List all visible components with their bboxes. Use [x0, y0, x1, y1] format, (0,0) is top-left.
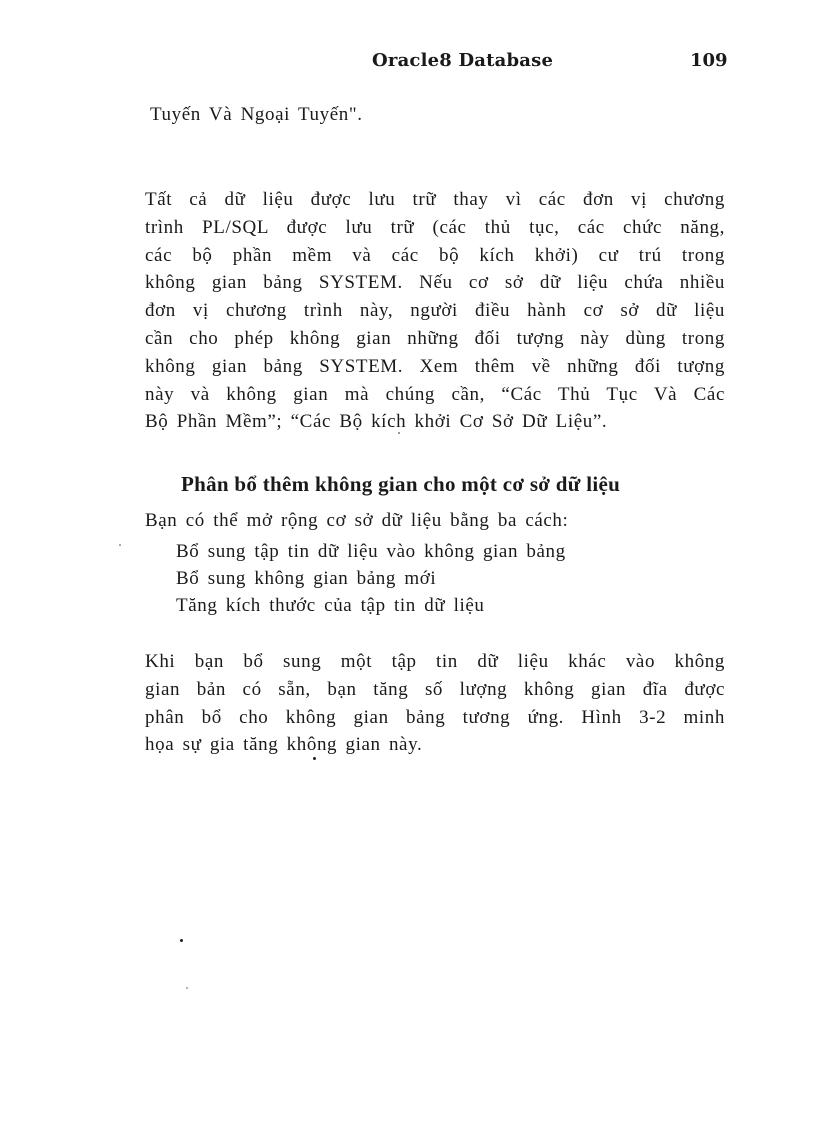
paragraph-line: phân bổ cho không gian bảng tương ứng. Hình 3-2 minh	[145, 706, 725, 728]
section-intro: Bạn có thể mở rộng cơ sở dữ liệu bằng ba cách:	[145, 510, 569, 531]
paragraph-line: Tất cả dữ liệu được lưu trữ thay vì các đơn vị chương	[145, 189, 725, 210]
expansion-methods-list	[176, 538, 566, 619]
paragraph-line: đơn vị chương trình này, người điều hành cơ sở dữ liệu	[145, 300, 725, 322]
section-heading: Phân bổ thêm không gian cho một cơ sở dữ liệu	[181, 472, 621, 496]
continuation-line: Tuyến Và Ngoại Tuyến".	[150, 104, 363, 125]
paragraph-line: không gian bảng SYSTEM. Xem thêm về những đối tượng	[145, 355, 725, 377]
paragraph-line: này và không gian mà chúng cần, “Các Thủ Tục Và Các	[145, 383, 725, 405]
paragraph-line: gian bản có sẵn, bạn tăng số lượng không gian đĩa được	[145, 678, 725, 700]
paragraph-add-datafile	[145, 648, 725, 759]
paragraph-line: không gian bảng SYSTEM. Nếu cơ sở dữ liệu chứa nhiều	[145, 272, 725, 294]
paragraph-line: họa sự gia tăng không gian này.	[145, 734, 423, 756]
paragraph-line: Bộ Phần Mềm”; “Các Bộ kích khởi Cơ Sở Dữ Liệu”.	[145, 411, 608, 433]
scan-speck	[313, 757, 316, 760]
running-header-title: Oracle8 Database	[372, 50, 554, 71]
paragraph-line: Khi bạn bổ sung một tập tin dữ liệu khác vào không	[145, 651, 725, 672]
paragraph-line: trình PL/SQL được lưu trữ (các thủ tục, các chức năng,	[145, 216, 725, 238]
scan-speck	[180, 939, 183, 942]
list-item: Tăng kích thước của tập tin dữ liệu	[176, 595, 485, 616]
paragraph-line: cần cho phép không gian những đối tượng này dùng trong	[145, 327, 725, 349]
scan-speck	[119, 544, 121, 546]
scan-speck	[186, 987, 188, 989]
list-item: Bổ sung không gian bảng mới	[176, 568, 437, 589]
scan-speck	[398, 432, 400, 434]
paragraph-system-tablespace	[145, 186, 725, 436]
list-item: Bổ sung tập tin dữ liệu vào không gian bảng	[176, 541, 566, 562]
page-number: 109	[690, 50, 728, 71]
paragraph-line: các bộ phần mềm và các bộ kích khởi) cư trú trong	[145, 244, 725, 266]
